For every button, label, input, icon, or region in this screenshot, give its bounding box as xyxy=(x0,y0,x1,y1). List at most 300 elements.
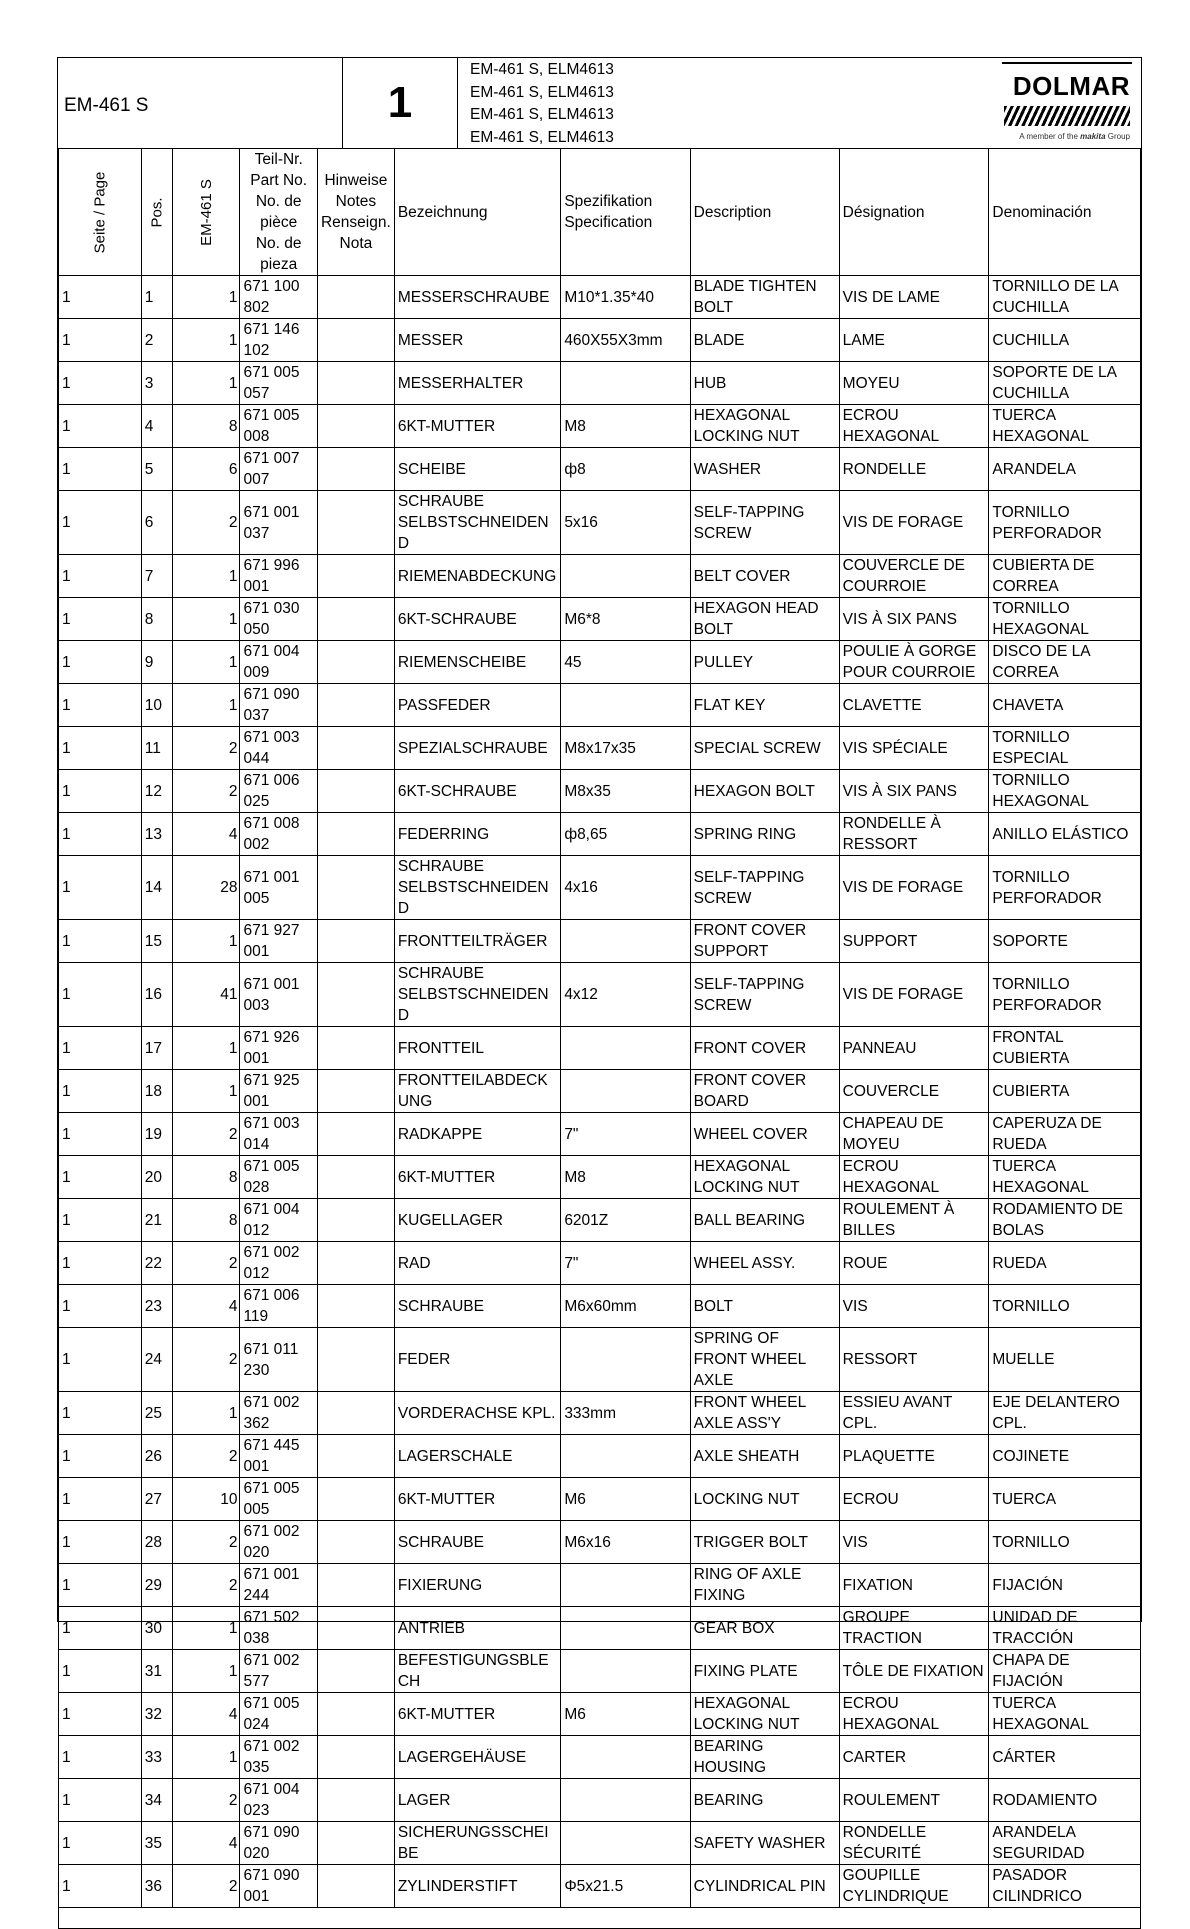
col-header-qty xyxy=(172,149,240,276)
cell-page: 1 xyxy=(59,1607,142,1650)
cell-qty: 4 xyxy=(172,1285,240,1328)
cell-pos: 35 xyxy=(141,1822,172,1865)
cell-notes xyxy=(317,1865,394,1908)
cell-page: 1 xyxy=(59,1693,142,1736)
cell-description: SAFETY WASHER xyxy=(690,1822,839,1865)
cell-description: SELF-TAPPING SCREW xyxy=(690,963,839,1027)
cell-denominacion: SOPORTE DE LA CUCHILLA xyxy=(989,362,1141,405)
cell-designation: RONDELLE SÉCURITÉ xyxy=(839,1822,989,1865)
cell-part-no: 671 030 050 xyxy=(240,598,317,641)
cell-part-no: 671 004 009 xyxy=(240,641,317,684)
col-header-pos-label: Pos. xyxy=(148,196,166,228)
table-row xyxy=(59,1027,1141,1070)
cell-designation: LAME xyxy=(839,319,989,362)
cell-qty: 1 xyxy=(172,1027,240,1070)
cell-qty: 8 xyxy=(172,405,240,448)
cell-part-no: 671 008 002 xyxy=(240,813,317,856)
cell-description: SPRING RING xyxy=(690,813,839,856)
cell-description: WHEEL ASSY. xyxy=(690,1242,839,1285)
cell-page: 1 xyxy=(59,598,142,641)
cell-bezeichnung: KUGELLAGER xyxy=(394,1199,560,1242)
cell-page: 1 xyxy=(59,1285,142,1328)
cell-designation: COUVERCLE xyxy=(839,1070,989,1113)
cell-description: FRONT COVER SUPPORT xyxy=(690,920,839,963)
cell-specification: M6x16 xyxy=(561,1521,690,1564)
table-row xyxy=(59,362,1141,405)
table-row xyxy=(59,1693,1141,1736)
cell-notes xyxy=(317,770,394,813)
cell-bezeichnung: LAGER xyxy=(394,1779,560,1822)
cell-page: 1 xyxy=(59,1650,142,1693)
cell-qty: 1 xyxy=(172,684,240,727)
cell-description: HEXAGONAL LOCKING NUT xyxy=(690,405,839,448)
cell-qty: 1 xyxy=(172,641,240,684)
cell-specification xyxy=(561,1650,690,1693)
table-row xyxy=(59,641,1141,684)
cell-pos: 21 xyxy=(141,1199,172,1242)
cell-denominacion: CÁRTER xyxy=(989,1736,1141,1779)
variant-line: EM-461 S, ELM4613 xyxy=(470,106,614,123)
cell-page: 1 xyxy=(59,405,142,448)
cell-pos: 28 xyxy=(141,1521,172,1564)
table-row xyxy=(59,1478,1141,1521)
cell-specification xyxy=(561,1564,690,1607)
cell-description: AXLE SHEATH xyxy=(690,1435,839,1478)
table-row xyxy=(59,1113,1141,1156)
cell-qty: 2 xyxy=(172,1435,240,1478)
cell-bezeichnung: SICHERUNGSSCHEI BE xyxy=(394,1822,560,1865)
table-row xyxy=(59,405,1141,448)
cell-designation: VIS À SIX PANS xyxy=(839,770,989,813)
cell-description: SELF-TAPPING SCREW xyxy=(690,856,839,920)
table-row xyxy=(59,856,1141,920)
cell-denominacion: TORNILLO PERFORADOR xyxy=(989,963,1141,1027)
cell-page: 1 xyxy=(59,1156,142,1199)
table-row xyxy=(59,684,1141,727)
cell-description: CYLINDRICAL PIN xyxy=(690,1865,839,1908)
cell-pos: 18 xyxy=(141,1070,172,1113)
cell-denominacion: EJE DELANTERO CPL. xyxy=(989,1392,1141,1435)
cell-denominacion: ARANDELA xyxy=(989,448,1141,491)
cell-specification xyxy=(561,920,690,963)
cell-part-no: 671 005 024 xyxy=(240,1693,317,1736)
table-row xyxy=(59,1392,1141,1435)
cell-pos: 34 xyxy=(141,1779,172,1822)
cell-part-no: 671 001 005 xyxy=(240,856,317,920)
cell-specification: 460X55X3mm xyxy=(561,319,690,362)
cell-pos: 10 xyxy=(141,684,172,727)
cell-qty: 2 xyxy=(172,1242,240,1285)
col-header-part-no xyxy=(240,149,317,276)
cell-notes xyxy=(317,641,394,684)
cell-page: 1 xyxy=(59,1328,142,1392)
cell-description: FIXING PLATE xyxy=(690,1650,839,1693)
cell-bezeichnung: FEDERRING xyxy=(394,813,560,856)
table-row-empty xyxy=(59,1908,1141,1929)
empty-cell xyxy=(839,1908,989,1929)
cell-specification xyxy=(561,1736,690,1779)
cell-denominacion: TORNILLO PERFORADOR xyxy=(989,491,1141,555)
cell-specification: M6*8 xyxy=(561,598,690,641)
cell-specification: M6 xyxy=(561,1478,690,1521)
cell-qty: 4 xyxy=(172,813,240,856)
cell-qty: 6 xyxy=(172,448,240,491)
cell-part-no: 671 006 025 xyxy=(240,770,317,813)
cell-notes xyxy=(317,727,394,770)
cell-denominacion: CHAVETA xyxy=(989,684,1141,727)
cell-part-no: 671 100 802 xyxy=(240,276,317,319)
table-row xyxy=(59,1156,1141,1199)
table-row xyxy=(59,963,1141,1027)
cell-notes xyxy=(317,1779,394,1822)
cell-page: 1 xyxy=(59,1478,142,1521)
empty-cell xyxy=(394,1908,560,1929)
cell-qty: 1 xyxy=(172,1650,240,1693)
cell-qty: 2 xyxy=(172,1113,240,1156)
table-row xyxy=(59,1564,1141,1607)
cell-specification: M6 xyxy=(561,1693,690,1736)
cell-denominacion: ARANDELA SEGURIDAD xyxy=(989,1822,1141,1865)
table-row xyxy=(59,1199,1141,1242)
cell-pos: 33 xyxy=(141,1736,172,1779)
cell-denominacion: TUERCA HEXAGONAL xyxy=(989,1156,1141,1199)
cell-bezeichnung: SCHRAUBE xyxy=(394,1285,560,1328)
cell-page: 1 xyxy=(59,1070,142,1113)
cell-description: FRONT COVER xyxy=(690,1027,839,1070)
cell-description: RING OF AXLE FIXING xyxy=(690,1564,839,1607)
cell-qty: 4 xyxy=(172,1822,240,1865)
cell-designation: RESSORT xyxy=(839,1328,989,1392)
cell-denominacion: TORNILLO ESPECIAL xyxy=(989,727,1141,770)
cell-denominacion: TUERCA HEXAGONAL xyxy=(989,405,1141,448)
cell-bezeichnung: RAD xyxy=(394,1242,560,1285)
cell-bezeichnung: SCHRAUBE SELBSTSCHNEIDEN D xyxy=(394,491,560,555)
cell-bezeichnung: MESSERHALTER xyxy=(394,362,560,405)
cell-qty: 2 xyxy=(172,1328,240,1392)
cell-part-no: 671 005 005 xyxy=(240,1478,317,1521)
cell-part-no: 671 996 001 xyxy=(240,555,317,598)
cell-page: 1 xyxy=(59,770,142,813)
cell-notes xyxy=(317,963,394,1027)
cell-specification: 333mm xyxy=(561,1392,690,1435)
cell-description: TRIGGER BOLT xyxy=(690,1521,839,1564)
cell-part-no: 671 090 001 xyxy=(240,1865,317,1908)
cell-notes xyxy=(317,598,394,641)
cell-designation: VIS À SIX PANS xyxy=(839,598,989,641)
cell-designation: ECROU xyxy=(839,1478,989,1521)
cell-denominacion: CHAPA DE FIJACIÓN xyxy=(989,1650,1141,1693)
cell-page: 1 xyxy=(59,1822,142,1865)
cell-page: 1 xyxy=(59,1521,142,1564)
cell-qty: 1 xyxy=(172,598,240,641)
cell-part-no: 671 011 230 xyxy=(240,1328,317,1392)
cell-part-no: 671 005 057 xyxy=(240,362,317,405)
cell-notes xyxy=(317,1113,394,1156)
empty-cell xyxy=(172,1908,240,1929)
cell-page: 1 xyxy=(59,963,142,1027)
header-line: Specification xyxy=(564,214,653,231)
model-name: EM-461 S xyxy=(64,95,149,116)
cell-denominacion: CUBIERTA xyxy=(989,1070,1141,1113)
cell-page: 1 xyxy=(59,1113,142,1156)
cell-notes xyxy=(317,920,394,963)
table-row xyxy=(59,1435,1141,1478)
cell-denominacion: RODAMIENTO DE BOLAS xyxy=(989,1199,1141,1242)
cell-bezeichnung: SCHEIBE xyxy=(394,448,560,491)
table-row xyxy=(59,319,1141,362)
cell-bezeichnung: 6KT-MUTTER xyxy=(394,1693,560,1736)
col-header-denominacion: Denominación xyxy=(989,149,1141,276)
cell-designation: RONDELLE xyxy=(839,448,989,491)
cell-bezeichnung: 6KT-MUTTER xyxy=(394,405,560,448)
cell-page: 1 xyxy=(59,641,142,684)
empty-cell xyxy=(690,1908,839,1929)
cell-pos: 6 xyxy=(141,491,172,555)
col-header-page xyxy=(59,149,142,276)
cell-denominacion: PASADOR CILINDRICO xyxy=(989,1865,1141,1908)
parts-table-body xyxy=(59,276,1141,1929)
cell-page: 1 xyxy=(59,491,142,555)
cell-notes xyxy=(317,1521,394,1564)
logo-stripes-icon xyxy=(1004,106,1130,126)
cell-bezeichnung: SPEZIALSCHRAUBE xyxy=(394,727,560,770)
cell-qty: 2 xyxy=(172,770,240,813)
cell-denominacion: TORNILLO HEXAGONAL xyxy=(989,598,1141,641)
cell-description: BEARING HOUSING xyxy=(690,1736,839,1779)
cell-denominacion: RUEDA xyxy=(989,1242,1141,1285)
empty-cell xyxy=(561,1908,690,1929)
cell-description: BOLT xyxy=(690,1285,839,1328)
cell-denominacion: FRONTAL CUBIERTA xyxy=(989,1027,1141,1070)
cell-notes xyxy=(317,276,394,319)
cell-part-no: 671 090 037 xyxy=(240,684,317,727)
cell-denominacion: CUBIERTA DE CORREA xyxy=(989,555,1141,598)
cell-bezeichnung: LAGERSCHALE xyxy=(394,1435,560,1478)
header-line: Part No. xyxy=(250,172,308,189)
cell-specification: ф8,65 xyxy=(561,813,690,856)
cell-pos: 19 xyxy=(141,1113,172,1156)
cell-page: 1 xyxy=(59,727,142,770)
cell-designation: RONDELLE À RESSORT xyxy=(839,813,989,856)
cell-description: LOCKING NUT xyxy=(690,1478,839,1521)
page-number: 1 xyxy=(387,78,413,127)
table-row xyxy=(59,1521,1141,1564)
table-row xyxy=(59,491,1141,555)
cell-denominacion: TORNILLO HEXAGONAL xyxy=(989,770,1141,813)
col-header-notes xyxy=(317,149,394,276)
table-row xyxy=(59,448,1141,491)
cell-pos: 4 xyxy=(141,405,172,448)
cell-pos: 12 xyxy=(141,770,172,813)
cell-bezeichnung: RADKAPPE xyxy=(394,1113,560,1156)
cell-bezeichnung: FIXIERUNG xyxy=(394,1564,560,1607)
cell-bezeichnung: PASSFEDER xyxy=(394,684,560,727)
cell-denominacion: FIJACIÓN xyxy=(989,1564,1141,1607)
cell-designation: VIS DE LAME xyxy=(839,276,989,319)
cell-pos: 23 xyxy=(141,1285,172,1328)
header-line: Hinweise xyxy=(324,172,388,189)
cell-part-no: 671 927 001 xyxy=(240,920,317,963)
cell-notes xyxy=(317,555,394,598)
cell-designation: CARTER xyxy=(839,1736,989,1779)
cell-page: 1 xyxy=(59,1779,142,1822)
cell-denominacion: CAPERUZA DE RUEDA xyxy=(989,1113,1141,1156)
cell-page: 1 xyxy=(59,448,142,491)
cell-denominacion: ANILLO ELÁSTICO xyxy=(989,813,1141,856)
cell-bezeichnung: MESSER xyxy=(394,319,560,362)
cell-qty: 2 xyxy=(172,1521,240,1564)
cell-designation: VIS DE FORAGE xyxy=(839,856,989,920)
cell-description: FRONT WHEEL AXLE ASS'Y xyxy=(690,1392,839,1435)
cell-description: SPRING OF FRONT WHEEL AXLE xyxy=(690,1328,839,1392)
cell-part-no: 671 005 028 xyxy=(240,1156,317,1199)
cell-pos: 20 xyxy=(141,1156,172,1199)
cell-denominacion: TORNILLO xyxy=(989,1521,1141,1564)
cell-notes xyxy=(317,1822,394,1865)
cell-page: 1 xyxy=(59,1435,142,1478)
cell-designation: ECROU HEXAGONAL xyxy=(839,1156,989,1199)
cell-bezeichnung: FRONTTEIL xyxy=(394,1027,560,1070)
cell-specification: 7" xyxy=(561,1113,690,1156)
cell-description: FLAT KEY xyxy=(690,684,839,727)
cell-specification: ф8 xyxy=(561,448,690,491)
cell-pos: 22 xyxy=(141,1242,172,1285)
cell-part-no: 671 001 003 xyxy=(240,963,317,1027)
cell-designation: GROUPE TRACTION xyxy=(839,1607,989,1650)
cell-page: 1 xyxy=(59,1564,142,1607)
cell-notes xyxy=(317,319,394,362)
cell-designation: CLAVETTE xyxy=(839,684,989,727)
table-row xyxy=(59,1779,1141,1822)
cell-pos: 36 xyxy=(141,1865,172,1908)
cell-denominacion: UNIDAD DE TRACCIÓN xyxy=(989,1607,1141,1650)
header-line: Teil-Nr. xyxy=(254,151,303,168)
cell-pos: 9 xyxy=(141,641,172,684)
cell-pos: 30 xyxy=(141,1607,172,1650)
cell-notes xyxy=(317,1199,394,1242)
cell-specification xyxy=(561,1328,690,1392)
cell-designation: COUVERCLE DE COURROIE xyxy=(839,555,989,598)
cell-pos: 3 xyxy=(141,362,172,405)
header-line: No. de pieza xyxy=(255,235,302,273)
cell-bezeichnung: SCHRAUBE xyxy=(394,1521,560,1564)
cell-bezeichnung: BEFESTIGUNGSBLE CH xyxy=(394,1650,560,1693)
col-header-pos xyxy=(141,149,172,276)
cell-specification: M10*1.35*40 xyxy=(561,276,690,319)
cell-part-no: 671 925 001 xyxy=(240,1070,317,1113)
cell-part-no: 671 004 012 xyxy=(240,1199,317,1242)
variant-line: EM-461 S, ELM4613 xyxy=(470,83,614,101)
cell-specification: 5x16 xyxy=(561,491,690,555)
empty-cell xyxy=(240,1908,317,1929)
cell-notes xyxy=(317,1156,394,1199)
cell-pos: 2 xyxy=(141,319,172,362)
cell-specification xyxy=(561,362,690,405)
cell-notes xyxy=(317,1285,394,1328)
cell-notes xyxy=(317,1478,394,1521)
cell-bezeichnung: ZYLINDERSTIFT xyxy=(394,1865,560,1908)
cell-notes xyxy=(317,1650,394,1693)
cell-part-no: 671 146 102 xyxy=(240,319,317,362)
cell-notes xyxy=(317,856,394,920)
cell-page: 1 xyxy=(59,1199,142,1242)
cell-qty: 2 xyxy=(172,727,240,770)
header-line: Renseign. xyxy=(320,214,391,231)
cell-specification: M8 xyxy=(561,1156,690,1199)
cell-qty: 4 xyxy=(172,1693,240,1736)
tagline-suffix: Group xyxy=(1105,132,1130,141)
cell-part-no: 671 007 007 xyxy=(240,448,317,491)
cell-part-no: 671 001 037 xyxy=(240,491,317,555)
cell-pos: 27 xyxy=(141,1478,172,1521)
cell-qty: 2 xyxy=(172,491,240,555)
cell-bezeichnung: RIEMENSCHEIBE xyxy=(394,641,560,684)
cell-page: 1 xyxy=(59,813,142,856)
cell-bezeichnung: MESSERSCHRAUBE xyxy=(394,276,560,319)
cell-description: HEXAGON HEAD BOLT xyxy=(690,598,839,641)
cell-page: 1 xyxy=(59,362,142,405)
cell-part-no: 671 003 014 xyxy=(240,1113,317,1156)
cell-pos: 11 xyxy=(141,727,172,770)
cell-specification: 4x12 xyxy=(561,963,690,1027)
cell-part-no: 671 002 362 xyxy=(240,1392,317,1435)
cell-designation: MOYEU xyxy=(839,362,989,405)
cell-denominacion: TORNILLO PERFORADOR xyxy=(989,856,1141,920)
cell-designation: POULIE À GORGE POUR COURROIE xyxy=(839,641,989,684)
cell-qty: 10 xyxy=(172,1478,240,1521)
cell-specification xyxy=(561,555,690,598)
cell-description: BLADE xyxy=(690,319,839,362)
cell-page: 1 xyxy=(59,276,142,319)
cell-bezeichnung: 6KT-MUTTER xyxy=(394,1156,560,1199)
cell-qty: 2 xyxy=(172,1779,240,1822)
cell-qty: 8 xyxy=(172,1199,240,1242)
model-cell xyxy=(58,58,343,148)
parts-list-sheet xyxy=(57,57,1142,1905)
cell-description: HUB xyxy=(690,362,839,405)
cell-qty: 1 xyxy=(172,1736,240,1779)
table-row xyxy=(59,1328,1141,1392)
cell-designation: ESSIEU AVANT CPL. xyxy=(839,1392,989,1435)
cell-part-no: 671 002 577 xyxy=(240,1650,317,1693)
cell-part-no: 671 004 023 xyxy=(240,1779,317,1822)
cell-qty: 1 xyxy=(172,555,240,598)
cell-denominacion: TORNILLO DE LA CUCHILLA xyxy=(989,276,1141,319)
cell-denominacion: TUERCA xyxy=(989,1478,1141,1521)
cell-description: HEXAGONAL LOCKING NUT xyxy=(690,1693,839,1736)
cell-designation: SUPPORT xyxy=(839,920,989,963)
cell-description: FRONT COVER BOARD xyxy=(690,1070,839,1113)
cell-pos: 15 xyxy=(141,920,172,963)
cell-part-no: 671 445 001 xyxy=(240,1435,317,1478)
cell-pos: 13 xyxy=(141,813,172,856)
cell-denominacion: COJINETE xyxy=(989,1435,1141,1478)
cell-specification: 45 xyxy=(561,641,690,684)
cell-notes xyxy=(317,1435,394,1478)
cell-notes xyxy=(317,1736,394,1779)
cell-page: 1 xyxy=(59,1865,142,1908)
cell-designation: VIS SPÉCIALE xyxy=(839,727,989,770)
cell-description: HEXAGONAL LOCKING NUT xyxy=(690,1156,839,1199)
cell-denominacion: RODAMIENTO xyxy=(989,1779,1141,1822)
header-line: Notes xyxy=(335,193,377,210)
cell-specification: 4x16 xyxy=(561,856,690,920)
cell-notes xyxy=(317,1242,394,1285)
table-header-row xyxy=(59,149,1141,276)
cell-bezeichnung: 6KT-MUTTER xyxy=(394,1478,560,1521)
cell-designation: ECROU HEXAGONAL xyxy=(839,1693,989,1736)
logo-wordmark: DOLMAR xyxy=(1012,71,1130,101)
